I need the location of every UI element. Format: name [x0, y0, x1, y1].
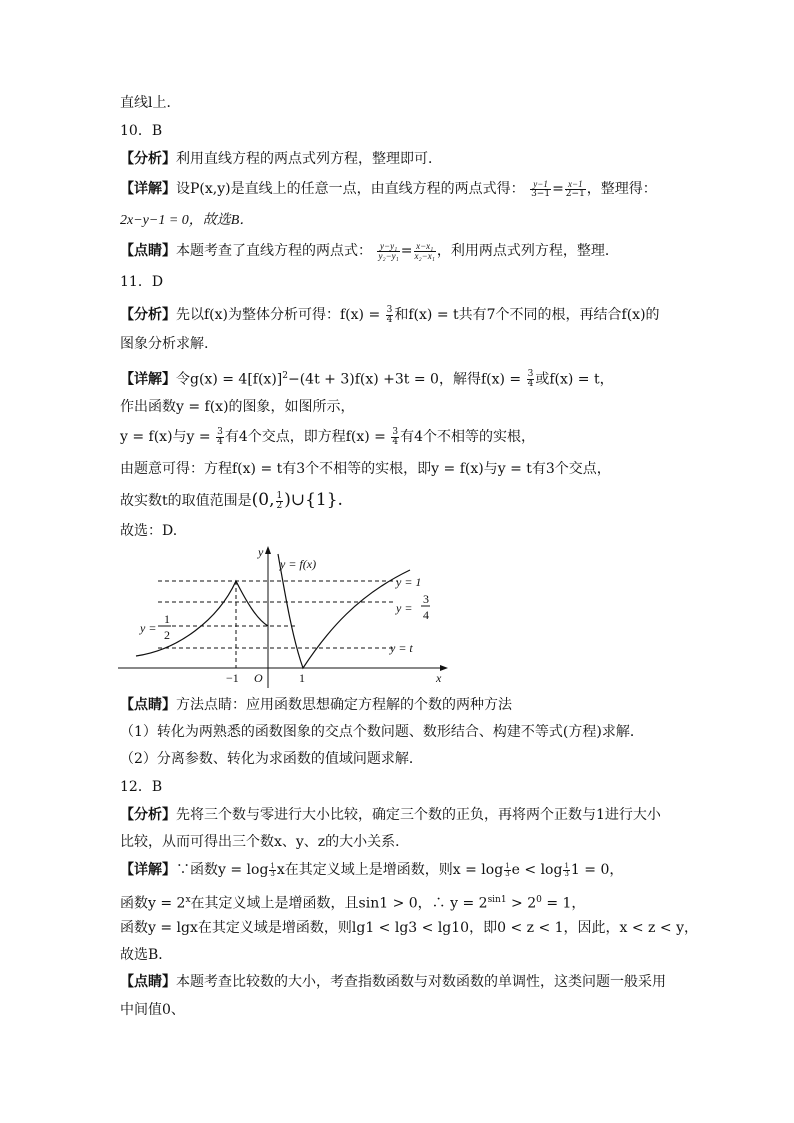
- range-line: 故实数t的取值范围是(0, $\frac{1}{2}$ )∪{1}.: [120, 490, 343, 511]
- x-axis-label: x: [436, 671, 442, 685]
- text-line: 函数$y = 2^x$在其定义域上是增函数，且sin1 > 0，∴ $y = 2^{sin1} > 2^0 = 1$，: [120, 895, 586, 912]
- comment-line: 【点睛】方法点睛：应用函数思想确定方程解的个数的两种方法: [120, 697, 512, 713]
- text-line: 比较，从而可得出三个数x、y、z的大小关系．: [120, 834, 410, 850]
- text-line: 由题意可得：方程f(x) = t有3个不相等的实根，即y = f(x)与y = t有3个交点，: [120, 461, 611, 477]
- analysis-line: 【分析】先以f(x)为整体分析可得：f(x) = $\frac{3}{4}$ 和f(x) = t共有7个不同的根，再结合f(x)的: [120, 304, 660, 325]
- y-axis-arrow: [265, 546, 271, 554]
- text-line: 直线l上．: [120, 95, 181, 111]
- question-10-answer: 10．B: [120, 123, 163, 139]
- tick-1: 1: [299, 671, 305, 685]
- text-line: 中间值0、: [120, 1002, 185, 1018]
- analysis-line: 【分析】先将三个数与零进行大小比较，确定三个数的正负，再将两个正数与1进行大小: [120, 807, 661, 823]
- comment-line: 【点睛】本题考查了直线方程的两点式： $\frac{\text{y−y₁}}{\text{y₂−y₁}}$ = $\frac{\text{x−x₁}}{\text{x₂−x₁}}$ ，利用两点式列方程，整理．: [120, 240, 619, 261]
- text-line: 函数y = lgx在其定义域是增函数，则lg1 < lg3 < lg10，即0 < z < 1，因此，x < z < y，: [120, 920, 698, 936]
- tick-origin: O: [254, 671, 263, 685]
- function-label: y = f(x): [280, 557, 317, 571]
- label-y-half-num: 1: [164, 612, 170, 626]
- label-y-three-quarters-num: 3: [423, 592, 429, 606]
- text-line: 作出函数y = f(x)的图象，如图所示，: [120, 399, 355, 415]
- tick-neg1: −1: [226, 671, 239, 685]
- label-y-1: y = 1: [396, 575, 422, 589]
- curve-left: [136, 581, 268, 656]
- label-y-three-quarters: y =: [396, 601, 413, 615]
- detail-line: 【详解】令$g(x) = 4[f(x)]^2-(4t + 3)f(x) +3t = 0$，解得f(x) = $\frac{3}{4}$ 或f(x) = t，: [120, 369, 614, 390]
- question-11-answer: 11．D: [120, 274, 164, 290]
- label-y-half-den: 2: [164, 628, 170, 642]
- detail-line: 【详解】设P(x,y)是直线上的任意一点，由直线方程的两点式得： $\frac{y-1}{3-1}$ = $\frac{x-1}{2-1}$ ，整理得：: [120, 178, 657, 199]
- text-line: 故选：D.: [120, 523, 178, 539]
- text-line: y = f(x)与y = $\frac{3}{4}$ 有4个交点，即方程f(x) = $\frac{3}{4}$ 有4个不相等的实根，: [120, 426, 536, 447]
- analysis-line: 【分析】利用直线方程的两点式列方程，整理即可．: [120, 151, 442, 167]
- text-line: 故选B．: [120, 947, 173, 963]
- text-line: 图象分析求解.: [120, 336, 209, 352]
- label-y-half: y =: [140, 621, 157, 635]
- label-y-t: y = t: [390, 641, 413, 655]
- text-line: （2）分离参数、转化为求函数的值域问题求解．: [120, 751, 423, 767]
- comment-line: 【点睛】本题考查比较数的大小，考查指数函数与对数函数的单调性，这类问题一般采用: [120, 974, 666, 990]
- label-y-three-quarters-den: 4: [423, 608, 429, 622]
- detail-line: 【详解】∵函数y = log $\frac{1}{3}$ x在其定义域上是增函数，则x = log $\frac{1}{3}$ e < log $\frac{1}{3}$ 1 = 0，: [120, 861, 624, 878]
- question-12-answer: 12．B: [120, 779, 163, 795]
- equation-line: 2x−y−1 = 0，故选B．: [120, 213, 254, 228]
- text-line: （1）转化为两熟悉的函数图象的交点个数问题、数形结合、构建不等式(方程)求解．: [120, 724, 644, 740]
- function-graph: [118, 540, 448, 688]
- y-axis-label: y: [258, 545, 264, 559]
